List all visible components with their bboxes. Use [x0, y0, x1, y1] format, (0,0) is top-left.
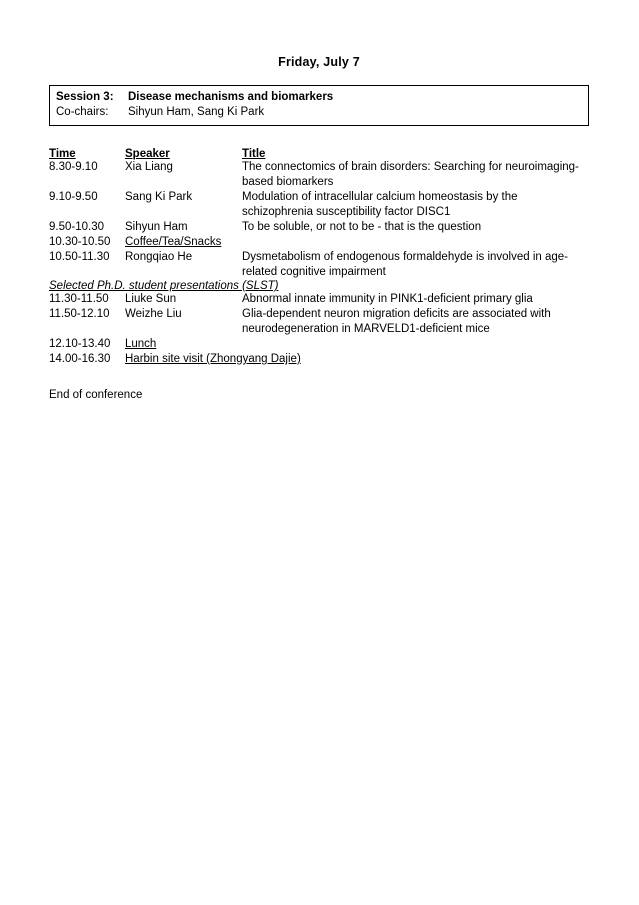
row-speaker: Xia Liang [125, 161, 173, 173]
row-title: Modulation of intracellular calcium homeostasis by the schizophrenia susceptibility factor DISC1 [242, 191, 518, 218]
subsection-heading: Selected Ph.D. student presentations (SLST) [49, 280, 279, 292]
schedule-table [49, 148, 589, 367]
row-time: 8.30-9.10 [49, 161, 98, 173]
table-row [49, 220, 589, 235]
page-title: Friday, July 7 [278, 55, 360, 69]
column-header-title: Title [242, 148, 266, 160]
row-title: To be soluble, or not to be - that is the question [242, 221, 482, 233]
document-content [49, 55, 589, 401]
table-header-row [49, 148, 589, 160]
table-row-break [49, 337, 589, 352]
row-time: 12.10-13.40 [49, 338, 111, 350]
row-break-label: Harbin site visit (Zhongyang Dajie) [125, 353, 301, 365]
row-time: 9.10-9.50 [49, 191, 98, 203]
session-row-title [56, 90, 582, 105]
session-header-box [49, 85, 589, 126]
column-header-time: Time [49, 148, 76, 160]
table-row [49, 160, 589, 190]
row-break-label: Coffee/Tea/Snacks [125, 236, 222, 248]
row-time: 9.50-10.30 [49, 221, 104, 233]
session-row-cochairs [56, 105, 582, 120]
cochairs-label: Co-chairs: [56, 106, 109, 118]
row-time: 10.50-11.30 [49, 251, 110, 263]
row-break-label: Lunch [125, 338, 157, 350]
table-row [49, 250, 589, 280]
row-speaker: Sang Ki Park [125, 191, 193, 203]
table-row [49, 190, 589, 220]
row-time: 10.30-10.50 [49, 236, 111, 248]
row-title: Dysmetabolism of endogenous formaldehyde is involved in age-related cognitive impairment [242, 251, 569, 278]
table-row-break [49, 235, 589, 250]
row-speaker: Liuke Sun [125, 293, 177, 305]
subsection-heading-row [49, 280, 589, 292]
table-row [49, 307, 589, 337]
session-label: Session 3: [56, 91, 114, 103]
row-title: Abnormal innate immunity in PINK1-deficient primary glia [242, 293, 533, 305]
row-time: 14.00-16.30 [49, 353, 111, 365]
row-title: Glia-dependent neuron migration deficits are associated with neurodegeneration in MARVELD1-deficient mice [242, 308, 551, 335]
row-title: The connectomics of brain disorders: Searching for neuroimaging-based biomarkers [242, 161, 579, 188]
row-time: 11.50-12.10 [49, 308, 110, 320]
table-row-break [49, 352, 589, 367]
row-speaker: Sihyun Ham [125, 221, 188, 233]
column-header-speaker: Speaker [125, 148, 170, 160]
table-row [49, 292, 589, 307]
row-speaker: Rongqiao He [125, 251, 193, 263]
cochairs-value: Sihyun Ham, Sang Ki Park [128, 106, 265, 118]
row-speaker: Weizhe Liu [125, 308, 182, 320]
session-name: Disease mechanisms and biomarkers [128, 91, 334, 103]
end-of-conference-note: End of conference [49, 389, 143, 401]
row-time: 11.30-11.50 [49, 293, 109, 305]
